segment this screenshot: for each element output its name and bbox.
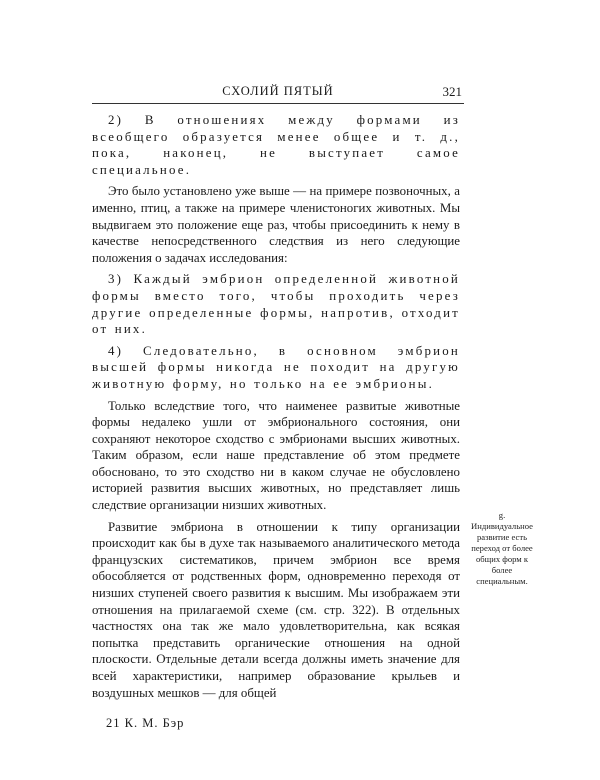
explanation-paragraph: Это было установлено уже выше — на примере позвоночных, а именно, птиц, а также на примере членистоногих животных. Мы выдвигаем это положение еще раз, чтобы присоединить к нему в качестве непосредственного следствия из него следующие положения о задачах исследования:	[92, 184, 460, 265]
header-rule	[92, 103, 464, 104]
thesis-2-paragraph: 2) В отношениях между формами из всеобщего образуется менее общее и т. д., пока, наконец, не выступает самое специальное.	[92, 113, 460, 177]
development-paragraph: Развитие эмбриона в отношении к типу организации происходит как бы в духе так называемого аналитического метода французских систематиков, причем эмбрион все время обособляется от родственных форм, одновременно переходя от низших ступеней своего развития к высшим. Мы изображаем эти отношения на прилагаемой схеме (см. стр. 322). В отдельных частностях она так же мало удовлетворительна, как всякая попытка представить органические отношения на одной плоскости. Отдельные детали всегда должны иметь значение для всей характеристики, например образование крыльев и воздушных мешков — для общей	[92, 519, 460, 700]
body-text	[92, 112, 460, 706]
similarity-paragraph: Только вследствие того, что наименее развитые животные формы недалеко ушли от эмбрионального состояния, они сохраняют некоторое сходство с эмбрионами высших животных. Таким образом, если наше представление об этом предмете обосновано, то это сходство ни в каком случае не обусловлено историей развития высших животных, но представляет лишь следствие организации низших животных.	[92, 398, 460, 513]
running-header	[92, 84, 464, 102]
margin-note: g. Индивидуальное развитие есть переход от более общих форм к более специальным.	[471, 510, 533, 586]
thesis-4-paragraph: 4) Следовательно, в основном эмбрион высшей формы никогда не походит на другую животную форму, но только на ее эмбрионы.	[92, 343, 460, 391]
page-number: 321	[442, 84, 462, 99]
header-title: СХОЛИЙ ПЯТЫЙ	[222, 84, 334, 98]
signature-mark: 21 К. М. Бэр	[106, 716, 185, 730]
thesis-3-paragraph: 3) Каждый эмбрион определенной животной формы вместо того, чтобы проходить через другие определенные формы, напротив, отходит от них.	[92, 272, 460, 337]
